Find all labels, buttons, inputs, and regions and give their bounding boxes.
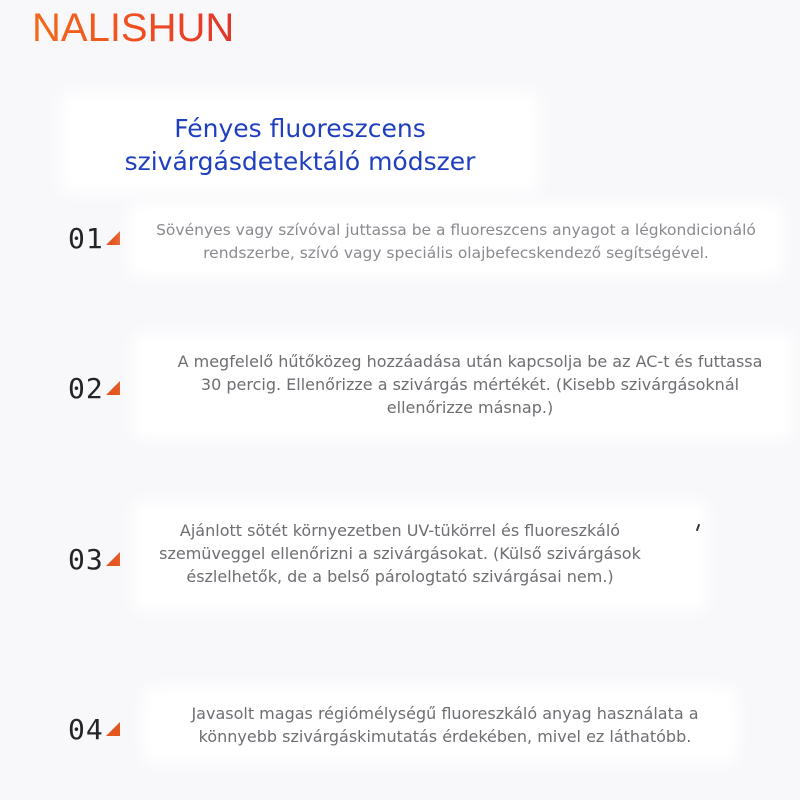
step-text-line: Sövényes vagy szívóval juttassa be a fluoreszcens anyagot a légkondicionáló	[156, 221, 756, 239]
step-number: 03	[68, 543, 104, 576]
step-text-line: ellenőrizze másnap.)	[386, 398, 554, 417]
step-number: 01	[68, 222, 104, 255]
orange-triangle-arrow-icon	[106, 552, 120, 566]
title-line-2: szivárgásdetektáló módszer	[124, 147, 476, 176]
step-text	[130, 519, 670, 588]
orange-triangle-arrow-icon	[106, 722, 120, 736]
step-number: 02	[68, 372, 104, 405]
step-number: 04	[68, 713, 104, 746]
brand-logo: NALISHUN	[32, 6, 235, 50]
step-text-line: 30 percig. Ellenőrizze a szivárgás mértékét. (Kisebb szivárgásoknál	[200, 375, 740, 394]
step-text-line: Javasolt magas régiómélységű fluoreszkáló anyag használata a	[191, 704, 699, 723]
orange-triangle-arrow-icon	[106, 231, 120, 245]
step-text	[150, 350, 790, 419]
step-text-line: szemüveggel ellenőrizni a szivárgásokat. (Külső szivárgások	[159, 544, 641, 563]
orange-triangle-arrow-icon	[106, 381, 120, 395]
step-text-line: A megfelelő hűtőközeg hozzáadása után kapcsolja be az AC-t és futtassa	[177, 352, 763, 371]
step-text-line: könnyebb szivárgáskimutatás érdekében, mivel ez láthatóbb.	[198, 727, 692, 746]
step-text-line: Ajánlott sötét környezetben UV-tükörrel és fluoreszkáló	[179, 521, 621, 540]
page-title	[80, 112, 520, 178]
title-line-1: Fényes fluoreszcens	[174, 114, 426, 143]
step-text-line: észlelhetők, de a belső párologtató szivárgásai nem.)	[186, 567, 614, 586]
step-text	[136, 219, 776, 265]
step-text-line: rendszerbe, szívó vagy speciális olajbefecskendező segítségével.	[203, 244, 709, 262]
step-text	[150, 702, 740, 748]
